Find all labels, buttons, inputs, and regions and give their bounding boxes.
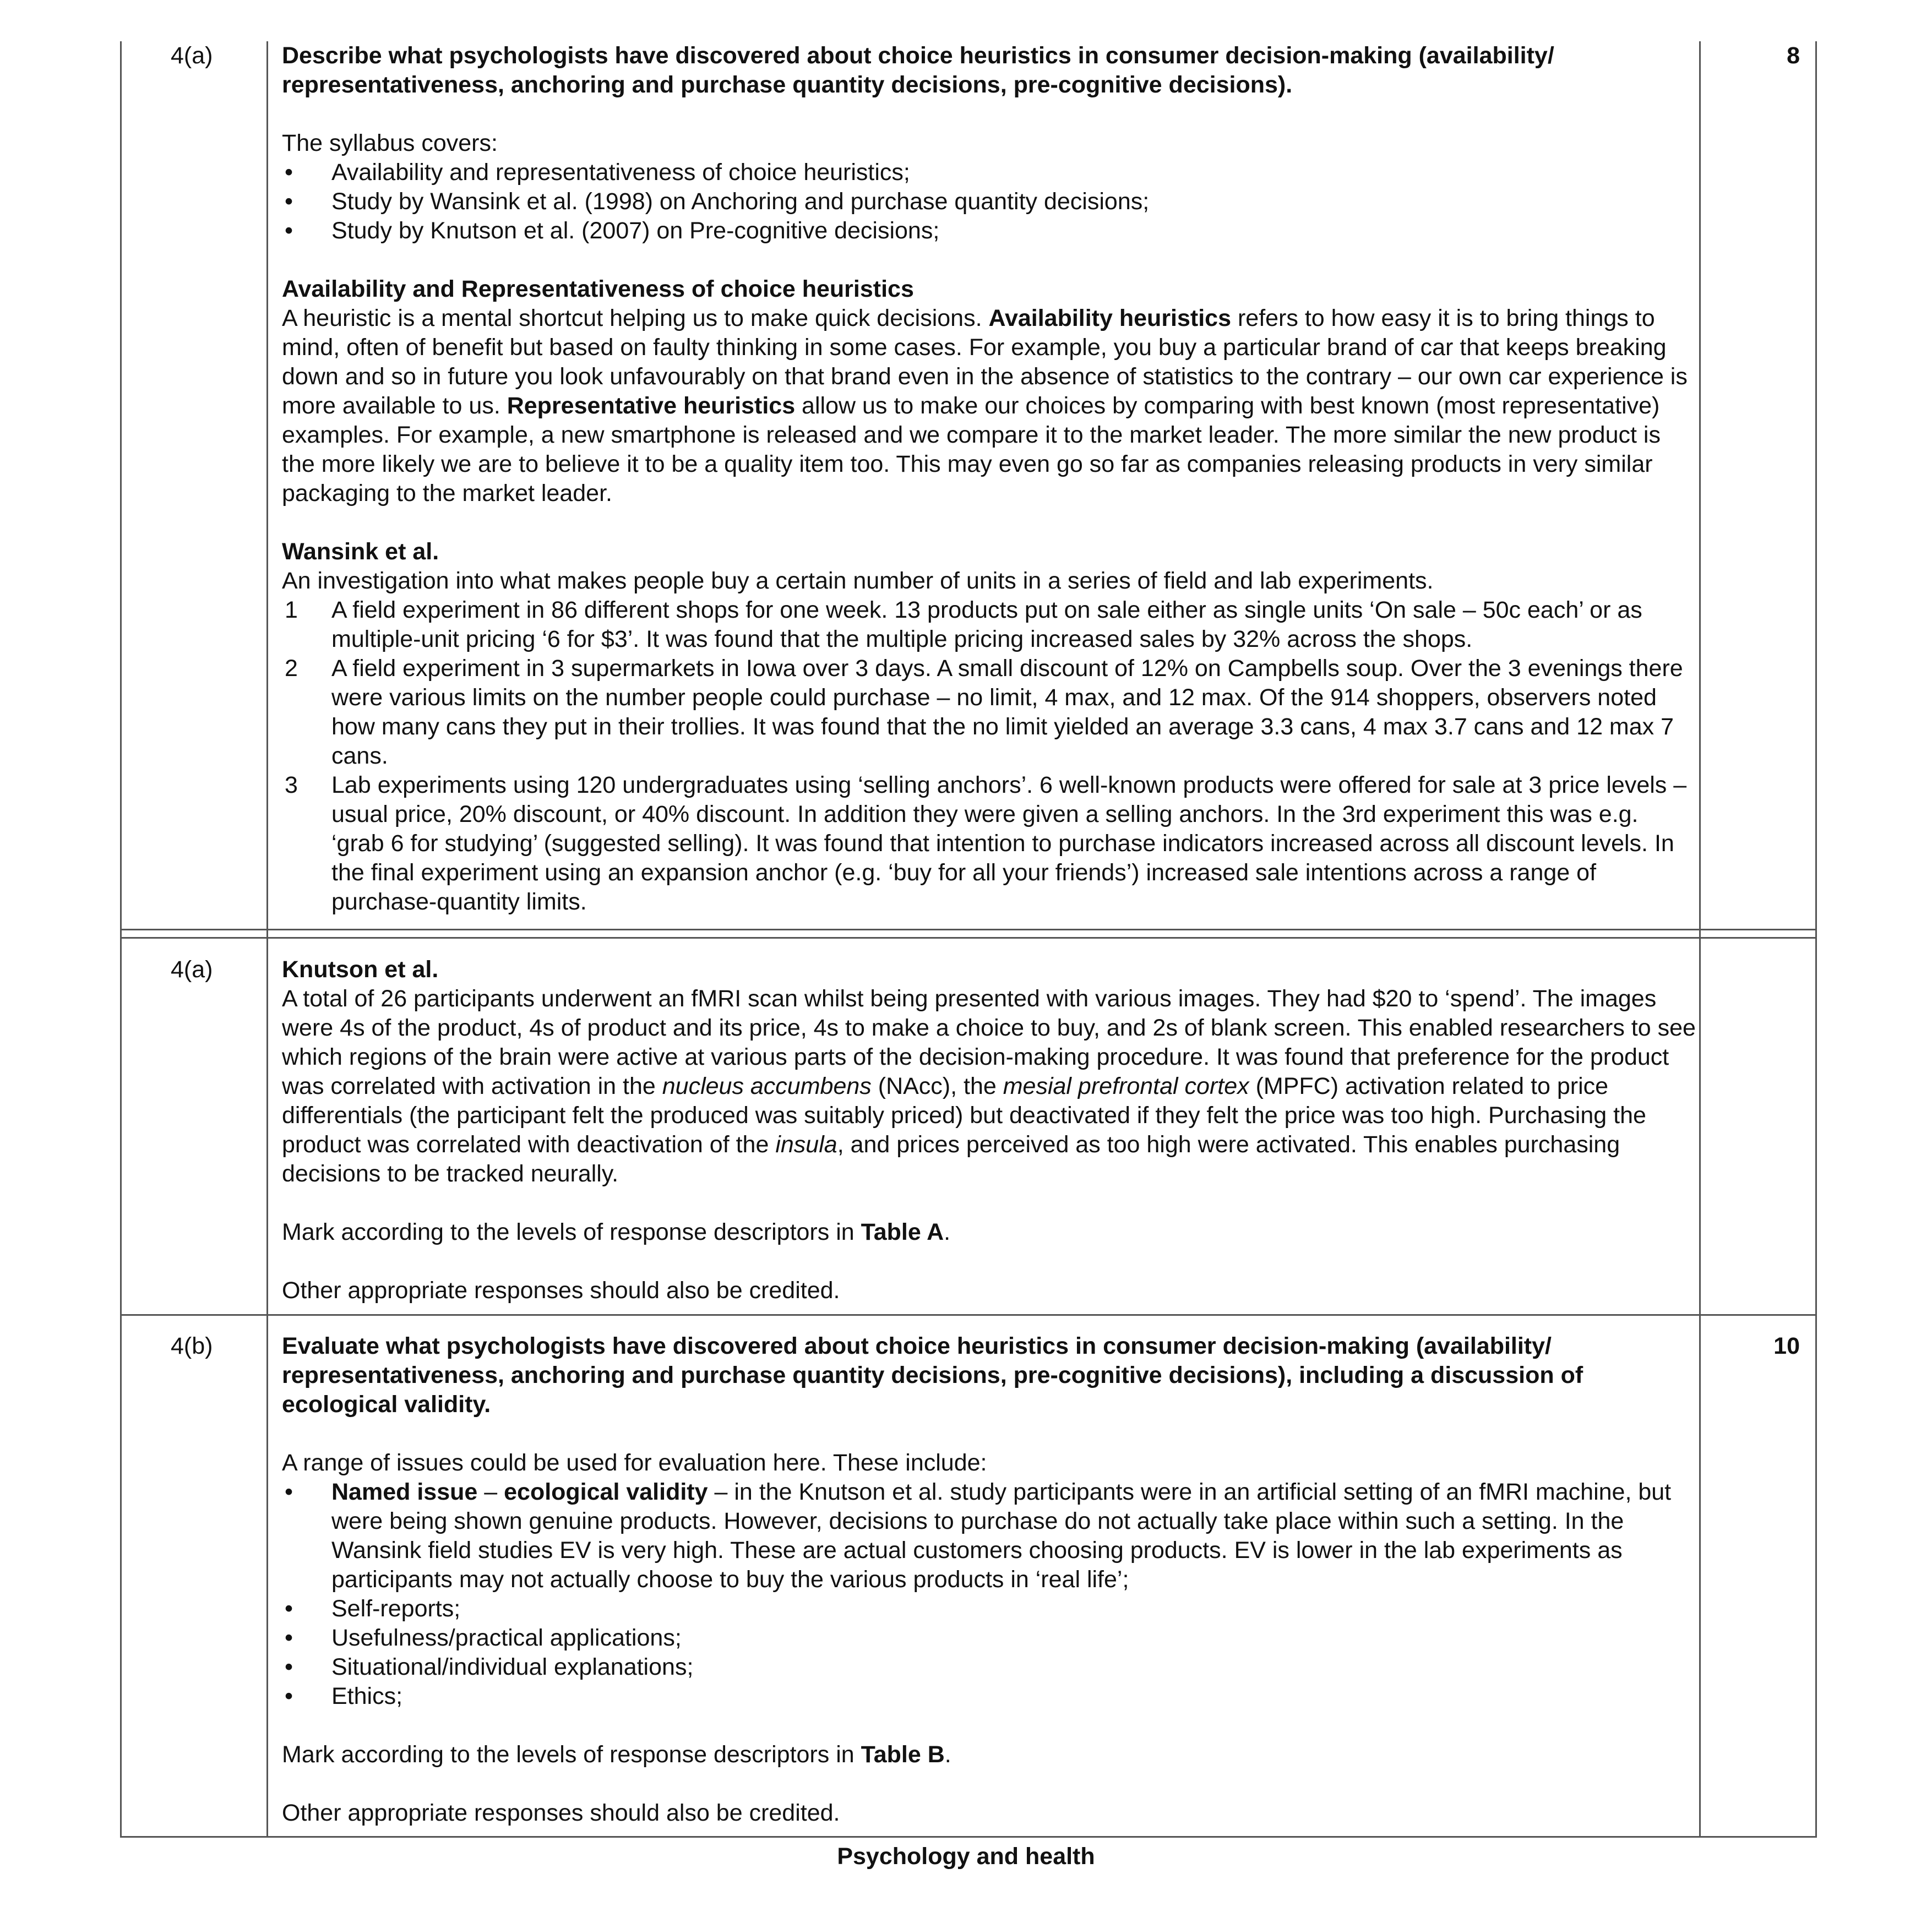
table-border-col2 [1699,41,1701,1838]
list-item: • Named issue – ecological validity – in the Knutson et al. study participants were in an artificial setting of an fMRI machine, but were being shown genuine products. However, decisions to purchase do not actually take place within such a setting. In the Wansink field studies EV is very high. These are actual customers choosing products. EV is lower in the lab experiments as participants may not actually choose to buy the various products in ‘real life’; [282,1478,1697,1594]
answer-cell-4a [282,41,1697,917]
page-break-rule-bottom [120,937,1817,939]
section-heading: Wansink et al. [282,538,439,565]
table-border-left [120,41,122,1838]
question-number: 4(a) [171,42,213,69]
list-item: 3 Lab experiments using 120 undergraduates using ‘selling anchors’. 6 well-known products were offered for sale at 3 price levels – usual price, 20% discount, or 40% discount. In addition they were given a selling anchors. In the 3rd experiment this was e.g. ‘grab 6 for studying’ (suggested selling). It was found that intention to purchase indicators increased across all discount levels. In the final experiment using an expansion anchor (e.g. ‘buy for all your friends’) increased sale intentions across a range of purchase-quantity limits. [285,772,1687,915]
heuristics-paragraph: A heuristic is a mental shortcut helping us to make quick decisions. Availability heuristics refers to how easy it is to bring things to mind, often of benefit but based on faulty thinking in some cases. For example, you buy a particular brand of car that keeps breaking down and so in future you look unfavourably on that brand even in the absence of statistics to the contrary – our own car experience is more available to us. Representative heuristics allow us to make our choices by comparing with best known (most representative) examples. For example, a new smartphone is released and we compare it to the market leader. The more similar the new product is the more likely we are to believe it to be a quality item too. This may even go so far as companies releasing products in very similar packaging to the market leader. [282,305,1688,506]
page-footer: Psychology and health [837,1843,1095,1870]
syllabus-list [282,158,1697,246]
marking-instruction: Mark according to the levels of response descriptors in Table B. [282,1741,951,1768]
marks-value: 8 [1787,42,1800,69]
section-heading: Knutson et al. [282,956,439,983]
wansink-experiment-list [282,596,1697,917]
list-item: 2 A field experiment in 3 supermarkets in Iowa over 3 days. A small discount of 12% on Campbells soup. Over the 3 evenings there were various limits on the number people could purchase – no limit, 4 max, and 12 max. Of the 914 shoppers, observers noted how many cans they put in their trollies. It was found that the no limit yielded an average 3.3 cans, 4 max 3.7 cans and 12 max 7 cans. [285,655,1683,769]
list-item: • Study by Wansink et al. (1998) on Anchoring and purchase quantity decisions; [282,187,1697,216]
syllabus-intro: The syllabus covers: [282,130,498,156]
table-border-right [1815,41,1817,1838]
list-item: • Usefulness/practical applications; [282,1624,1697,1653]
answer-cell-4b [282,1332,1697,1828]
page-break-rule-top [120,929,1817,930]
table-border-col1 [266,41,268,1838]
other-responses-note: Other appropriate responses should also be credited. [282,1277,840,1304]
list-item: • Situational/individual explanations; [282,1653,1697,1682]
marking-instruction: Mark according to the levels of response descriptors in Table A. [282,1219,951,1245]
row-divider [120,1314,1817,1316]
list-item: 1 A field experiment in 86 different shops for one week. 13 products put on sale either as single units ‘On sale – 50c each’ or as multiple-unit pricing ‘6 for $3’. It was found that the multiple pricing increased sales by 32% across the shops. [285,597,1642,652]
question-number: 4(a) [171,956,213,983]
list-item: • Study by Knutson et al. (2007) on Pre-cognitive decisions; [282,216,1697,246]
list-item: • Self-reports; [282,1594,1697,1624]
marks-value: 10 [1773,1333,1800,1359]
question-text: Describe what psychologists have discovered about choice heuristics in consumer decision-making (availability/ representativeness, anchoring and purchase quantity decisions, pre-cognitive decisions). [282,42,1554,98]
section-heading: Availability and Representativeness of choice heuristics [282,276,914,302]
list-item: • Availability and representativeness of choice heuristics; [282,158,1697,187]
knutson-paragraph: A total of 26 participants underwent an fMRI scan whilst being presented with various images. They had $20 to ‘spend’. The images were 4s of the product, 4s of product and its price, 4s to make a choice to buy, and 2s of blank screen. This enabled researchers to see which regions of the brain were active at various parts of the decision-making procedure. It was found that preference for the product was correlated with activation in the nucleus accumbens (NAcc), the mesial prefrontal cortex (MPFC) activation related to price differentials (the participant felt the produced was suitably priced) but deactivated if they felt the price was too high. Purchasing the product was correlated with deactivation of the insula, and prices perceived as too high were activated. This enables purchasing decisions to be tracked neurally. [282,985,1696,1187]
other-responses-note: Other appropriate responses should also be credited. [282,1800,840,1826]
evaluation-intro: A range of issues could be used for evaluation here. These include: [282,1450,987,1476]
answer-cell-4a-continued [282,955,1697,1305]
table-border-bottom [120,1836,1817,1838]
evaluation-issues-list [282,1478,1697,1711]
wansink-intro: An investigation into what makes people buy a certain number of units in a series of field and lab experiments. [282,568,1434,594]
question-text: Evaluate what psychologists have discovered about choice heuristics in consumer decision-making (availability/ representativeness, anchoring and purchase quantity decisions, pre-cognitive decisions), including a discussion of ecological validity. [282,1333,1583,1418]
question-number: 4(b) [171,1333,213,1359]
list-item: • Ethics; [282,1682,1697,1711]
